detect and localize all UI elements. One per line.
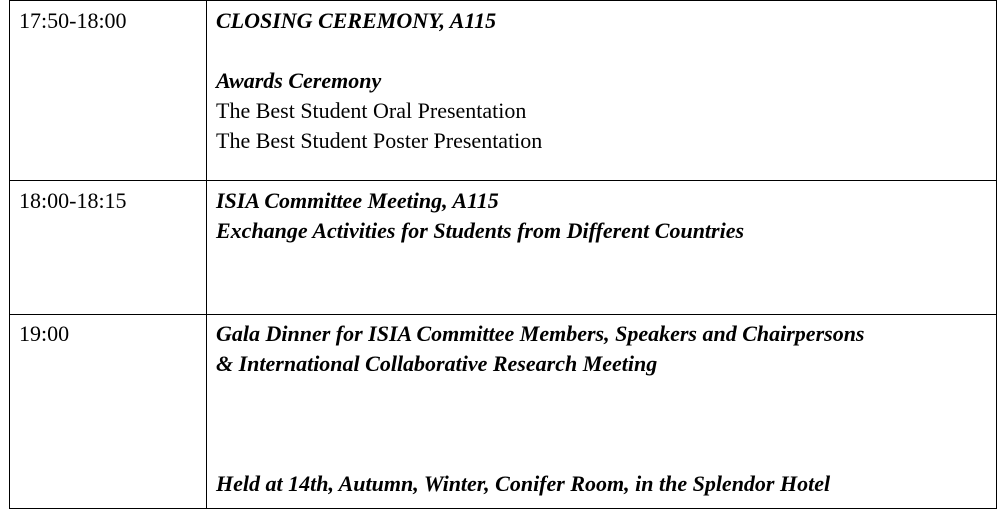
spacer xyxy=(216,379,992,469)
event-subtitle: Awards Ceremony xyxy=(216,68,382,93)
spacer xyxy=(216,36,992,66)
schedule-row xyxy=(10,1,997,181)
event-subtitle: Exchange Activities for Students from Different Countries xyxy=(216,218,745,243)
award-item: The Best Student Poster Presentation xyxy=(216,128,543,153)
time-text: 18:00-18:15 xyxy=(19,188,127,213)
award-item: The Best Student Oral Presentation xyxy=(216,98,527,123)
schedule-row xyxy=(10,181,997,315)
time-text: 19:00 xyxy=(19,321,70,346)
time-cell xyxy=(10,181,207,315)
event-cell xyxy=(207,181,997,315)
schedule-table xyxy=(9,0,997,509)
event-title-line2: & International Collaborative Research Meeting xyxy=(216,351,658,376)
event-cell xyxy=(207,315,997,509)
event-title-line1: Gala Dinner for ISIA Committee Members, Speakers and Chairpersons xyxy=(216,321,865,346)
time-cell xyxy=(10,315,207,509)
event-title: ISIA Committee Meeting, A115 xyxy=(216,188,499,213)
time-cell xyxy=(10,1,207,181)
event-cell xyxy=(207,1,997,181)
schedule-row xyxy=(10,315,997,509)
event-venue: Held at 14th, Autumn, Winter, Conifer Room, in the Splendor Hotel xyxy=(216,471,831,496)
time-text: 17:50-18:00 xyxy=(19,8,127,33)
event-title: CLOSING CEREMONY, A115 xyxy=(216,8,497,33)
